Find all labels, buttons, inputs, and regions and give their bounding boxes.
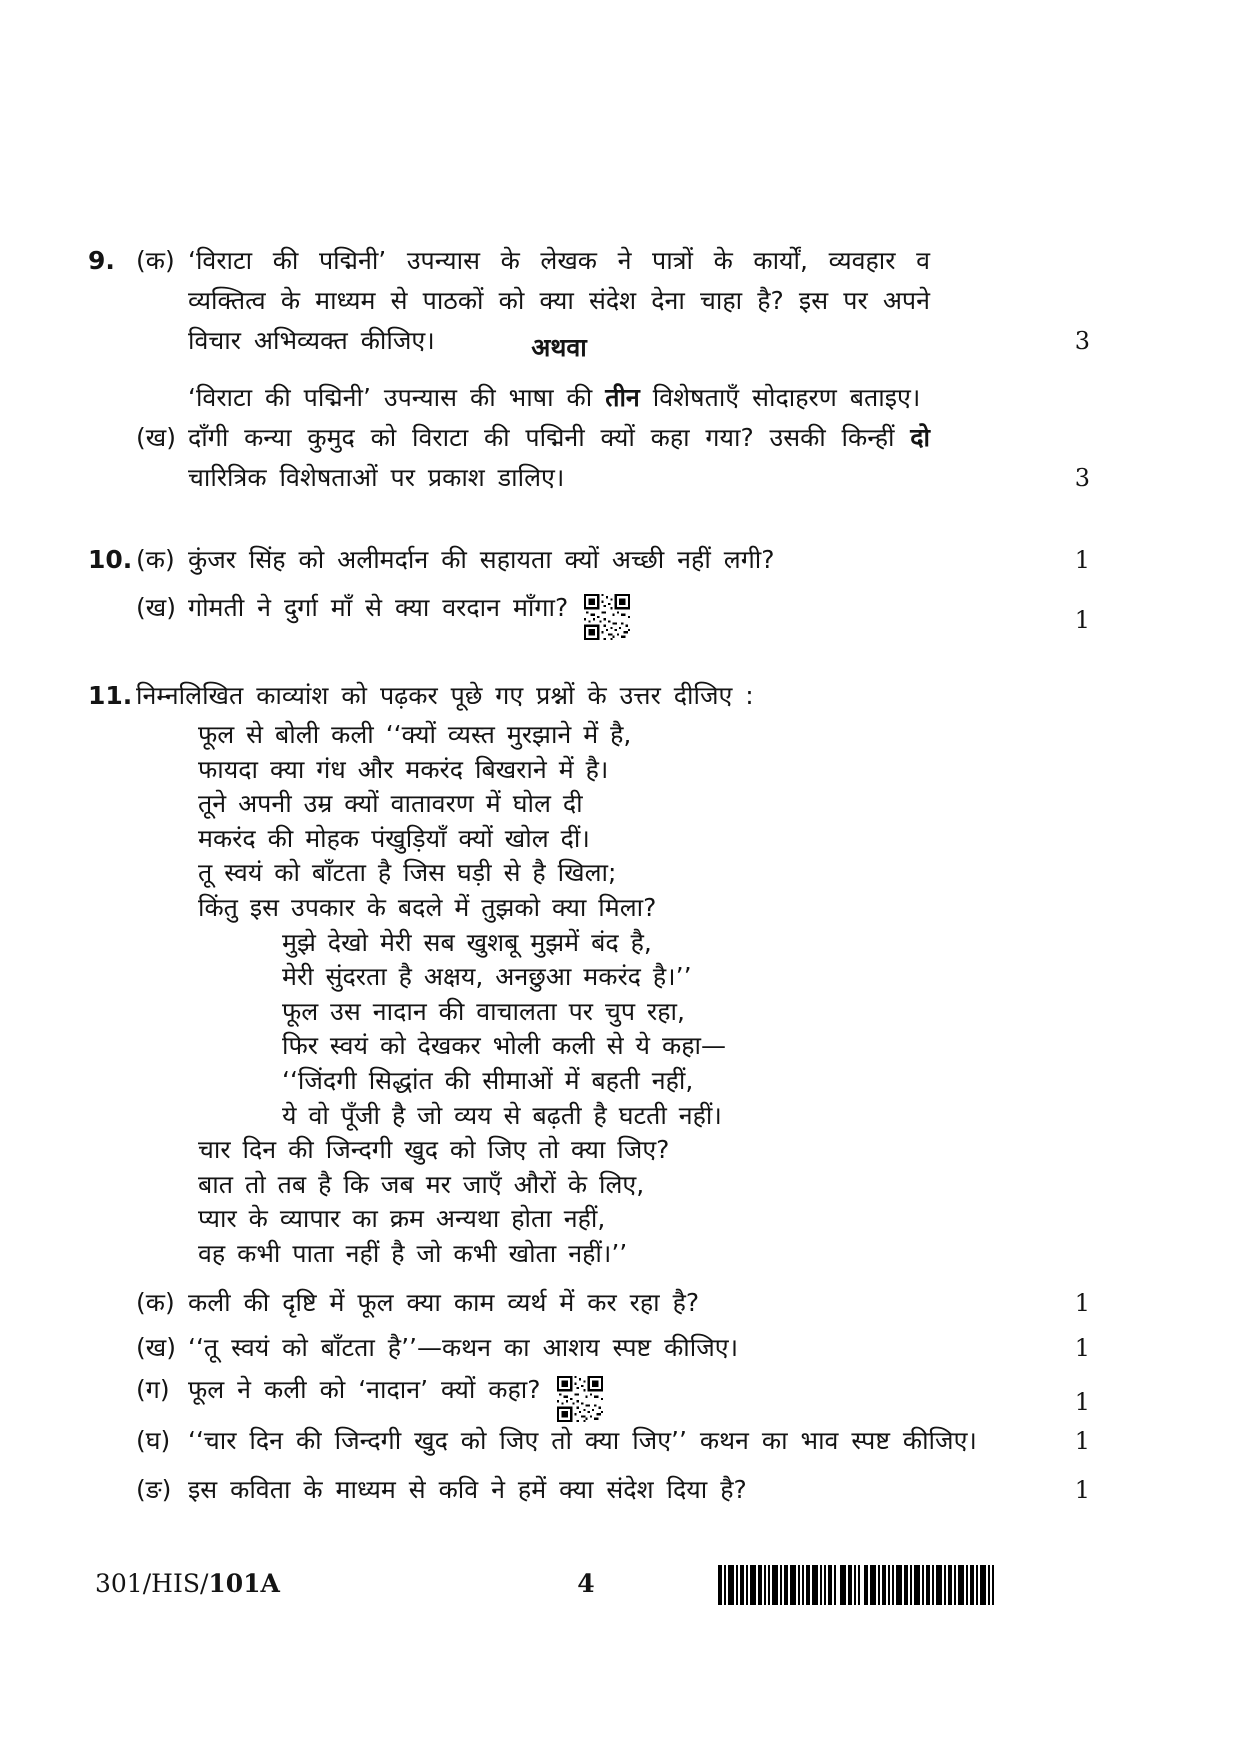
question-11a-text: कली की दृष्टि में फूल क्या काम व्यर्थ में कर रहा है? xyxy=(188,1288,700,1317)
question-11b-text: ‘‘तू स्वयं को बाँटता है’’—कथन का आशय स्पष्ट कीजिए। xyxy=(188,1333,739,1362)
question-10a-label: (क) xyxy=(136,545,175,574)
or-heading: अथवा xyxy=(531,333,587,362)
question-11d xyxy=(88,1421,1090,1461)
poem-line: वह कभी पाता नहीं है जो कभी खोता नहीं।’’ xyxy=(198,1238,628,1268)
question-11d-text: ‘‘चार दिन की जिन्दगी खुद को जिए तो क्या जिए’’ कथन का भाव स्पष्ट कीजिए। xyxy=(188,1426,977,1455)
poem-line: तूने अपनी उम्र क्यों वातावरण में घोल दी xyxy=(198,789,583,819)
question-11e-text: इस कविता के माध्यम से कवि ने हमें क्या संदेश दिया है? xyxy=(188,1475,747,1504)
question-9b-text: दाँगी कन्या कुमुद को विराटा की पद्मिनी क्यों कहा गया? उसकी किन्हीं दो चारित्रिक विशेषताओं पर प्रकाश डालिए। xyxy=(188,423,930,492)
question-9a-text: ‘विराटा की पद्मिनी’ उपन्यास के लेखक ने पात्रों के कार्यों, व्यवहार व व्यक्तित्व के माध्यम से पाठकों को क्या संदेश देना चाहा है? इस पर अपने विचार अभिव्यक्त कीजिए। xyxy=(188,246,930,355)
question-11c xyxy=(88,1370,1090,1422)
poem-line: फिर स्वयं को देखकर भोली कली से ये कहा— xyxy=(282,1031,726,1061)
poem-line: बात तो तब है कि जब मर जाएँ औरों के लिए, xyxy=(198,1169,645,1199)
poem-line: प्यार के व्यापार का क्रम अन्यथा होता नहीं, xyxy=(198,1204,606,1234)
question-11c-text: फूल ने कली को ‘नादान’ क्यों कहा? xyxy=(188,1375,541,1404)
poem-line: ‘‘जिंदगी सिद्धांत की सीमाओं में बहती नहीं, xyxy=(282,1065,694,1095)
question-9-number: 9. xyxy=(88,246,115,275)
question-10b-label: (ख) xyxy=(136,593,176,622)
question-11a-label: (क) xyxy=(136,1288,175,1317)
page-number: 4 xyxy=(577,1569,595,1598)
question-11a xyxy=(88,1283,1090,1323)
question-9-alternative-text: ‘विराटा की पद्मिनी’ उपन्यास की भाषा की तीन विशेषताएँ सोदाहरण बताइए। xyxy=(188,383,921,412)
poem-extract xyxy=(198,718,958,1272)
question-11c-marks: 1 xyxy=(1074,1388,1090,1416)
poem-line: मकरंद की मोहक पंखुड़ियाँ क्यों खोल दीं। xyxy=(198,823,590,853)
question-9a-label: (क) xyxy=(136,246,175,275)
qr-code-icon xyxy=(557,1376,603,1422)
question-11d-label: (घ) xyxy=(136,1426,171,1455)
poem-line: किंतु इस उपकार के बदले में तुझको क्या मिला? xyxy=(198,892,657,922)
question-11e-label: (ङ) xyxy=(136,1475,172,1504)
question-11e xyxy=(88,1470,1090,1510)
poem-line: मेरी सुंदरता है अक्षय, अनछुआ मकरंद है।’’ xyxy=(282,962,692,992)
question-9a-marks: 3 xyxy=(1074,327,1090,355)
question-11b-label: (ख) xyxy=(136,1333,176,1362)
question-10-number: 10. xyxy=(88,545,133,574)
qr-code-icon xyxy=(584,594,630,640)
barcode xyxy=(718,1565,994,1605)
question-9b-marks: 3 xyxy=(1074,464,1090,492)
question-11c-label: (ग) xyxy=(136,1375,170,1404)
poem-line: फूल से बोली कली ‘‘क्यों व्यस्त मुरझाने में है, xyxy=(198,720,632,749)
question-11e-marks: 1 xyxy=(1074,1476,1090,1504)
question-11b-marks: 1 xyxy=(1074,1334,1090,1362)
question-10a-marks: 1 xyxy=(1074,546,1090,574)
question-10a xyxy=(88,540,1090,580)
poem-line: मुझे देखो मेरी सब खुशबू मुझमें बंद है, xyxy=(282,927,652,957)
question-10b xyxy=(88,588,1090,640)
question-10b-text: गोमती ने दुर्गा माँ से क्या वरदान माँगा? xyxy=(188,593,569,622)
poem-line: चार दिन की जिन्दगी खुद को जिए तो क्या जिए? xyxy=(198,1135,670,1165)
question-11-intro xyxy=(88,676,1090,716)
question-11b xyxy=(88,1328,1090,1368)
question-11d-marks: 1 xyxy=(1074,1427,1090,1455)
question-10b-marks: 1 xyxy=(1074,606,1090,634)
question-11-intro-text: निम्नलिखित काव्यांश को पढ़कर पूछे गए प्रश्नों के उत्तर दीजिए : xyxy=(136,681,754,710)
question-9-alternative xyxy=(88,378,1090,418)
question-11a-marks: 1 xyxy=(1074,1289,1090,1317)
question-9b-label: (ख) xyxy=(136,423,176,452)
poem-line: फूल उस नादान की वाचालता पर चुप रहा, xyxy=(282,996,685,1026)
question-11-number: 11. xyxy=(88,681,133,710)
poem-line: तू स्वयं को बाँटता है जिस घड़ी से है खिला; xyxy=(198,858,617,888)
question-10a-text: कुंजर सिंह को अलीमर्दान की सहायता क्यों अच्छी नहीं लगी? xyxy=(188,545,775,574)
paper-code: 301/HIS/101A xyxy=(95,1569,280,1598)
question-9b xyxy=(88,418,1090,498)
poem-line: फायदा क्या गंध और मकरंद बिखराने में है। xyxy=(198,754,609,784)
poem-line: ये वो पूँजी है जो व्यय से बढ़ती है घटती नहीं। xyxy=(282,1100,722,1130)
